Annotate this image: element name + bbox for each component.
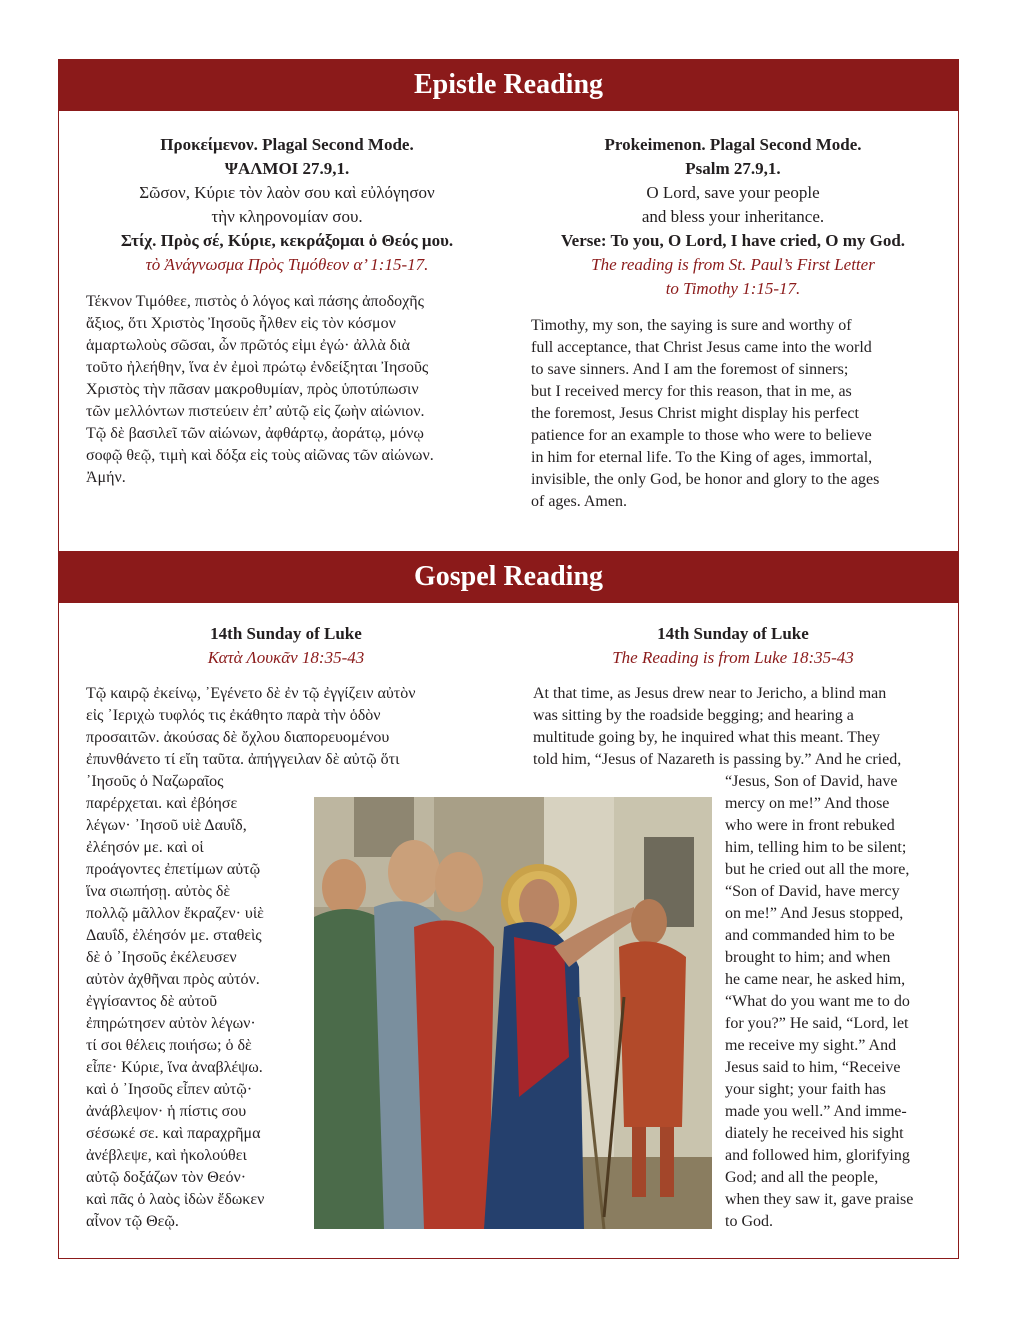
text-line: πολλῷ μᾶλλον ἔκραζεν· υἱὲ xyxy=(86,905,264,922)
text-line: him, telling him to be silent; xyxy=(725,839,907,856)
text-line: τί σοι θέλεις ποιήσω; ὁ δὲ xyxy=(86,1037,252,1054)
text-line: invisible, the only God, be honor and glory to the ages xyxy=(531,471,880,488)
epistle-greek-heading2: ΨΑΛΜΟΙ 27.9,1. xyxy=(224,159,350,178)
text-line: ἐπυνθάνετο τί εἴη ταῦτα. ἀπήγγειλαν δὲ αὐτῷ ὅτι xyxy=(86,751,400,768)
text-line: multitude going by, he inquired what this meant. They xyxy=(533,729,881,746)
text-line: ᾿Ιησοῦς ὁ Ναζωραῖος xyxy=(86,773,224,790)
text-line: and followed him, glorifying xyxy=(725,1147,910,1164)
epistle-english-text xyxy=(531,315,935,513)
text-line: and commanded him to be xyxy=(725,927,895,944)
gospel-greek-text-narrow xyxy=(86,771,308,1233)
text-line: αὐτὸν ἀχθῆναι πρὸς αὐτόν. xyxy=(86,971,260,988)
text-line: mercy on me!” And those xyxy=(725,795,890,812)
text-line: σέσωκέ σε. καὶ παραχρῆμα xyxy=(86,1125,261,1142)
epistle-english-stich: Verse: To you, O Lord, I have cried, O my God. xyxy=(560,231,906,250)
text-line: παρέρχεται. καὶ ἐβόησε xyxy=(86,795,238,812)
epistle-english-heading1: Prokeimenon. Plagal Second Mode. xyxy=(604,135,862,154)
gospel-english-text-narrow xyxy=(725,771,935,1233)
text-line: told him, “Jesus of Nazareth is passing by.” And he cried, xyxy=(533,751,902,768)
epistle-english-column xyxy=(531,133,935,513)
epistle-english-verse2: and bless your inheritance. xyxy=(641,207,825,226)
text-line: patience for an example to those who were to believe xyxy=(531,427,872,444)
text-line: ἐλέησόν με. καὶ οἱ xyxy=(86,839,204,856)
text-line: ἀνάβλεψον· ἡ πίστις σου xyxy=(86,1103,247,1120)
text-line: τοῦτο ἠλεήθην, ἵνα ἐν ἐμοὶ πρώτῳ ἐνδείξηται Ἰησοῦς xyxy=(86,359,429,376)
text-line: ἄξιος, ὅτι Χριστὸς Ἰησοῦς ἦλθεν εἰς τὸν κόσμον xyxy=(86,315,396,332)
text-line: to God. xyxy=(725,1213,773,1230)
text-line: “What do you want me to do xyxy=(725,993,910,1010)
gospel-greek-heading-block xyxy=(86,622,486,670)
text-line: Χριστὸς τὴν πᾶσαν μακροθυμίαν, πρὸς ὑποτύπωσιν xyxy=(86,381,419,398)
text-line: he came near, he asked him, xyxy=(725,971,906,988)
gospel-english-heading: 14th Sunday of Luke xyxy=(657,624,809,643)
text-line: but I received mercy for this reason, that in me, as xyxy=(531,383,852,400)
text-line: God; and all the people, xyxy=(725,1169,879,1186)
epistle-greek-verse1: Σῶσον, Κύριε τὸν λαὸν σου καὶ εὐλόγησον xyxy=(139,183,435,202)
gospel-english-heading-block xyxy=(533,622,933,670)
epistle-banner: Epistle Reading xyxy=(58,59,959,111)
text-line: was sitting by the roadside begging; and hearing a xyxy=(533,707,854,724)
text-line: ἐπηρώτησεν αὐτὸν λέγων· xyxy=(86,1015,256,1032)
epistle-greek-reference: τὸ Ἀνάγνωσμα Πρὸς Τιμόθεον α’ 1:15-17. xyxy=(145,255,429,274)
epistle-greek-text xyxy=(86,291,488,489)
text-line: ἁμαρτωλοὺς σῶσαι, ὧν πρῶτός εἰμι ἐγώ· ἀλλὰ διὰ xyxy=(86,337,410,354)
epistle-greek-stich: Στίχ. Πρὸς σέ, Κύριε, κεκράξομαι ὁ Θεός μου. xyxy=(120,231,454,250)
epistle-english-reference1: The reading is from St. Paul’s First Letter xyxy=(591,255,875,274)
gospel-english-reference: The Reading is from Luke 18:35-43 xyxy=(612,648,854,667)
epistle-greek-heading1: Προκείμενον. Plagal Second Mode. xyxy=(160,135,414,154)
text-line: Jesus said to him, “Receive xyxy=(725,1059,901,1076)
text-line: προσαιτῶν. ἀκούσας δὲ ὄχλου διαπορευομένου xyxy=(86,729,390,746)
epistle-english-reference2: to Timothy 1:15-17. xyxy=(665,279,801,298)
text-line: ἀνέβλεψε, καὶ ἠκολούθει xyxy=(86,1147,247,1164)
text-line: εἰς ᾿Ιεριχὼ τυφλός τις ἐκάθητο παρὰ τὴν ὁδὸν xyxy=(86,707,381,724)
gospel-banner: Gospel Reading xyxy=(58,551,959,603)
text-line: αἶνον τῷ Θεῷ. xyxy=(86,1213,179,1230)
text-line: made you well.” And imme- xyxy=(725,1103,907,1120)
text-line: to save sinners. And I am the foremost of sinners; xyxy=(531,361,849,378)
epistle-greek-column xyxy=(86,133,488,489)
text-line: σοφῷ θεῷ, τιμὴ καὶ δόξα εἰς τοὺς αἰῶνας τῶν αἰώνων. xyxy=(86,447,434,464)
text-line: brought to him; and when xyxy=(725,949,891,966)
gospel-english-text-top xyxy=(533,683,933,771)
text-line: Τῷ καιρῷ ἐκείνῳ, ᾿Εγένετο δὲ ἐν τῷ ἐγγίζειν αὐτὸν xyxy=(86,685,416,702)
text-line: Δαυΐδ, ἐλέησόν με. σταθεὶς xyxy=(86,927,262,944)
epistle-greek-verse2: τὴν κληρονομίαν σου. xyxy=(211,207,363,226)
text-line: in him for eternal life. To the King of ages, immortal, xyxy=(531,449,873,466)
text-line: on me!” And Jesus stopped, xyxy=(725,905,904,922)
text-line: At that time, as Jesus drew near to Jericho, a blind man xyxy=(533,685,887,702)
text-line: when they saw it, gave praise xyxy=(725,1191,914,1208)
text-line: τῶν μελλόντων πιστεύειν ἐπ’ αὐτῷ εἰς ζωὴν αἰώνιον. xyxy=(86,403,425,420)
text-line: diately he received his sight xyxy=(725,1125,904,1142)
text-line: εἶπε· Κύριε, ἵνα ἀναβλέψω. xyxy=(86,1059,263,1076)
gospel-greek-reference: Κατὰ Λουκᾶν 18:35-43 xyxy=(207,648,365,667)
text-line: for you?” He said, “Lord, let xyxy=(725,1015,909,1032)
text-line: αὐτῷ δοξάζων τὸν Θεόν· xyxy=(86,1169,247,1186)
gospel-greek-heading: 14th Sunday of Luke xyxy=(210,624,362,643)
text-line: ἵνα σιωπήσῃ. αὐτὸς δὲ xyxy=(86,883,231,900)
text-line: Τῷ δὲ βασιλεῖ τῶν αἰώνων, ἀφθάρτῳ, ἀοράτῳ, μόνῳ xyxy=(86,425,424,442)
text-line: full acceptance, that Christ Jesus came into the world xyxy=(531,339,872,356)
text-line: ἐγγίσαντος δὲ αὐτοῦ xyxy=(86,993,218,1010)
text-line: who were in front rebuked xyxy=(725,817,895,834)
text-line: δὲ ὁ ᾿Ιησοῦς ἐκέλευσεν xyxy=(86,949,237,966)
text-line: the foremost, Jesus Christ might display his perfect xyxy=(531,405,859,422)
gospel-greek-text-top xyxy=(86,683,476,771)
text-line: “Son of David, have mercy xyxy=(725,883,900,900)
epistle-english-verse1: O Lord, save your people xyxy=(646,183,820,202)
text-line: your sight; your faith has xyxy=(725,1081,886,1098)
text-line: me receive my sight.” And xyxy=(725,1037,897,1054)
text-line: Ἀμήν. xyxy=(86,469,126,486)
text-line: but he cried out all the more, xyxy=(725,861,910,878)
text-line: Timothy, my son, the saying is sure and worthy of xyxy=(531,317,852,334)
text-line: καὶ πᾶς ὁ λαὸς ἰδὼν ἔδωκεν xyxy=(86,1191,265,1208)
epistle-english-heading2: Psalm 27.9,1. xyxy=(685,159,781,178)
text-line: “Jesus, Son of David, have xyxy=(725,773,898,790)
text-line: προάγοντες ἐπετίμων αὐτῷ xyxy=(86,861,261,878)
text-line: λέγων· ᾿Ιησοῦ υἱὲ Δαυΐδ, xyxy=(86,817,247,834)
text-line: καὶ ὁ ᾿Ιησοῦς εἶπεν αὐτῷ· xyxy=(86,1081,253,1098)
healing-of-blind-man-painting xyxy=(314,797,712,1229)
text-line: of ages. Amen. xyxy=(531,493,627,510)
text-line: Τέκνον Τιμόθεε, πιστὸς ὁ λόγος καὶ πάσης ἀποδοχῆς xyxy=(86,293,424,310)
